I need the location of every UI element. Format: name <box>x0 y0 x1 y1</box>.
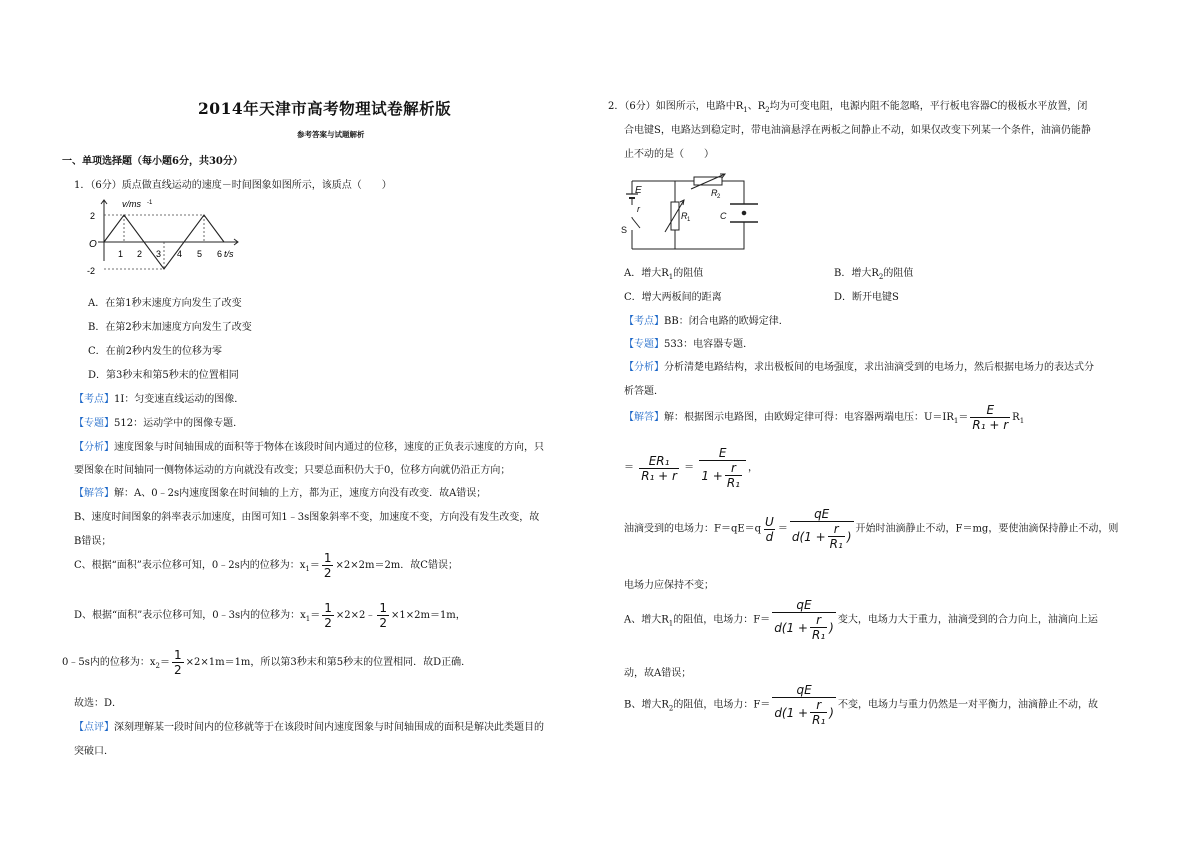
q2-fenxi: 【分析】分析清楚电路结构，求出极板间的电场强度，求出油滴受到的电场力，然后根据电场力的表达式分 <box>624 362 1094 373</box>
graph-x-tick-5: 5 <box>197 249 203 259</box>
q1-fenxi: 【分析】速度图象与时间轴围成的面积等于物体在该段时间内通过的位移，速度的正负表示速度的方向，只 <box>74 442 544 453</box>
half-fraction: $\frac{1}{2}$ <box>323 551 332 580</box>
graph-y-label-sup: -1 <box>147 200 153 206</box>
q2-voltage-expression: ＝ $\frac{\text{ER₁}}{\text{R₁ + r}}$ ＝ E 1 + $\frac{r}{\text{R₁}}$ ， <box>624 446 758 490</box>
fenxi-tag: 【分析】 <box>74 442 114 453</box>
q2-circuit-diagram <box>620 172 760 254</box>
graph-y-label: v/ms <box>122 199 141 209</box>
jieda-tag: 【解答】 <box>74 488 114 499</box>
q2-stem-1: 2．（6分）如图所示，电路中$R_1$、$R_2$均为可变电阻，电源内阻不能忽略，平行板电容器C的极板水平放置，闭 <box>608 101 1088 114</box>
circuit-label-e: E <box>635 185 642 196</box>
graph-x-tick-1: 1 <box>118 249 124 259</box>
graph-x-tick-2: 2 <box>137 249 143 259</box>
graph-x-tick-3: 3 <box>156 249 162 259</box>
q1-answer: 故选：D． <box>74 698 123 709</box>
circuit-label-r2: R <box>711 188 718 198</box>
half-fraction: $\frac{1}{2}$ <box>324 601 332 630</box>
circuit-label-r1: R <box>681 211 688 221</box>
q2-jieda-line: 【解答】解：根据图示电路图，由欧姆定律可得：电容器两端电压：$U=IR_1=$ $\frac{E}{\text{R₁ + r}}$ $R_1$ <box>624 403 1025 432</box>
section-heading: 一、单项选择题（每小题6分，共30分） <box>62 156 243 167</box>
q2-analysis-a-end: 动，故A错误； <box>624 668 692 679</box>
circuit-label-r1-sub: 1 <box>687 217 691 223</box>
q2-stem-2: 合电键S，电路达到稳定时，带电油滴悬浮在两板之间静止不动，如果仅改变下列某一个条件，油滴仍能静 <box>624 125 1091 136</box>
q1-kaodian: 【考点】1I：匀变速直线运动的图像． <box>74 394 245 405</box>
q1-option-c: C．在前2秒内发生的位移为零 <box>88 346 223 357</box>
q2-option-a: A．增大$R_1$的阻值 <box>624 268 704 281</box>
q1-option-b: B．在第2秒末加速度方向发生了改变 <box>88 322 252 333</box>
q2-option-c: C．增大两板间的距离 <box>624 292 722 303</box>
q2-analysis-b: B、增大$R_2$的阻值，电场力：F＝ qE d(1 + $\frac{r}{\text{R₁}}$ ) 不变，电场力与重力仍然是一对平衡力，油滴静止不动，故 <box>624 683 1098 727</box>
q2-kaodian: 【考点】BB：闭合电路的欧姆定律． <box>624 316 789 327</box>
graph-x-tick-4: 4 <box>177 249 183 259</box>
q1-zhuanti: 【专题】512：运动学中的图像专题． <box>74 418 244 429</box>
q1-line-e: 0﹣5s内的位移为：$x_2=$ $\frac{1}{2}$ ×2×1m＝1m，所以第3秒末和第5秒末的位置相同．故D正确． <box>62 648 472 677</box>
q1-vt-graph <box>84 196 244 284</box>
q2-zhuanti: 【专题】533：电容器专题． <box>624 339 754 350</box>
q1-stem: 1．（6分）质点做直线运动的速度－时间图象如图所示，该质点（ ） <box>74 180 392 191</box>
q2-option-b: B．增大$R_2$的阻值 <box>834 268 914 281</box>
q1-dianping-2: 突破口． <box>74 746 114 757</box>
dianping-tag: 【点评】 <box>74 722 114 733</box>
q2-option-d: D．断开电键S <box>834 292 899 303</box>
page-title: 2014年天津市高考物理试卷解析版 <box>198 99 452 118</box>
graph-y-tick-neg2: -2 <box>87 266 96 276</box>
graph-y-tick-2: 2 <box>90 211 96 221</box>
q1-jieda: 【解答】解：A、0﹣2s内速度图象在时间轴的上方，都为正，速度方向没有改变．故A错误； <box>74 488 487 499</box>
q2-force-line: 油滴受到的电场力：F＝qE＝q $\frac{U}{d}$ ＝ qE d(1 + $\frac{r}{\text{R₁}}$ ) 开始时油滴静止不动，F＝mg，要使油滴保持静止不动，则 <box>624 507 1119 551</box>
graph-x-label: t/s <box>224 249 234 259</box>
q1-fenxi-2: 要图象在时间轴同一侧物体运动的方向就没有改变；只要总面积仍大于0，位移方向就仍沿正方向； <box>74 465 511 476</box>
q1-dianping: 【点评】深刻理解某一段时间内的位移就等于在该段时间内速度图象与时间轴围成的面积是解决此类题目的 <box>74 722 544 733</box>
q1-jieda-3: B错误； <box>74 536 112 547</box>
q2-stem-3: 止不动的是（ ） <box>624 149 714 160</box>
circuit-label-r2-sub: 2 <box>717 194 721 200</box>
circuit-label-s: S <box>621 225 628 235</box>
q1-line-d: D、根据“面积”表示位移可知，0﹣3s内的位移为：$x_1=$ $\frac{1}{2}$ ×2×2﹣ $\frac{1}{2}$ ×1×2m＝1m， <box>74 601 466 630</box>
q1-line-c: C、根据“面积”表示位移可知，0﹣2s内的位移为：$x_1=$ $\frac{1}{2}$ ×2×2m＝2m．故C错误； <box>74 551 458 580</box>
half-fraction: $\frac{1}{2}$ <box>173 648 182 677</box>
q2-fenxi-2: 析答题． <box>624 386 664 397</box>
q1-jieda-2: B、速度时间图象的斜率表示加速度，由图可知1﹣3s图象斜率不变，加速度不变，方向没有发生改变，故 <box>74 512 540 523</box>
graph-x-tick-6: 6 <box>217 249 223 259</box>
circuit-label-r: r <box>637 204 640 214</box>
q2-analysis-a: A、增大$R_1$的阻值，电场力：F＝ qE d(1 + $\frac{r}{\text{R₁}}$ ) 变大，电场力大于重力，油滴受到的合力向上，油滴向上运 <box>624 598 1098 642</box>
kaodian-tag: 【考点】 <box>74 394 114 405</box>
graph-origin: O <box>89 239 97 250</box>
q1-option-a: A．在第1秒末速度方向发生了改变 <box>88 298 242 309</box>
q1-option-d: D．第3秒末和第5秒末的位置相同 <box>88 370 239 381</box>
page-subtitle: 参考答案与试题解析 <box>297 130 365 139</box>
zhuanti-tag: 【专题】 <box>74 418 114 429</box>
circuit-label-c: C <box>720 211 727 221</box>
half-fraction: $\frac{1}{2}$ <box>379 601 387 630</box>
q2-keep-line: 电场力应保持不变； <box>624 580 714 591</box>
